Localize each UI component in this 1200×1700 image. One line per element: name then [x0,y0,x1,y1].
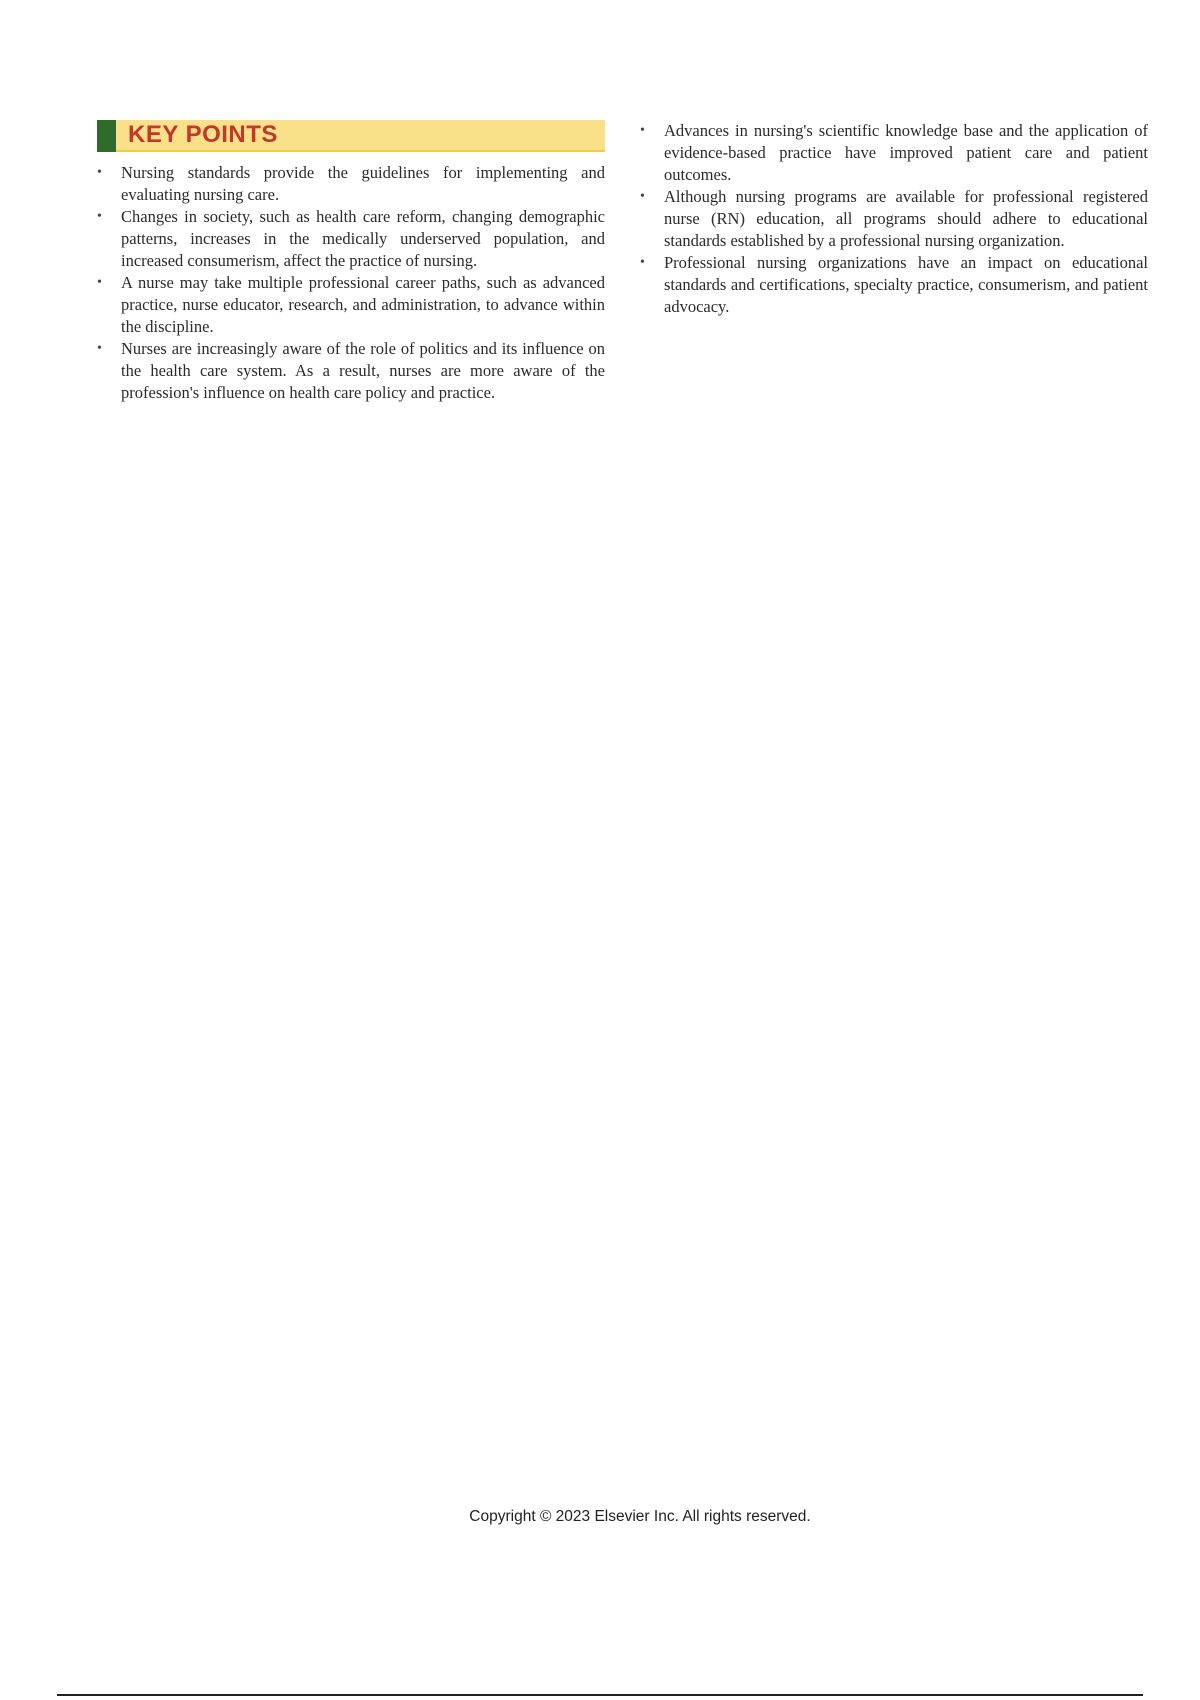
key-point-item [640,120,1148,186]
bullet-icon: • [640,123,645,138]
key-point-item [97,162,605,206]
bullet-icon: • [640,255,645,270]
key-points-header [97,120,605,152]
bullet-icon: • [640,189,645,204]
key-point-text: Professional nursing organizations have an impact on educational standards and certifications, specialty practice, consumerism, and patient advocacy. [664,253,1148,316]
key-point-text: A nurse may take multiple professional career paths, such as advanced practice, nurse educator, research, and administration, to advance within the discipline. [121,273,605,336]
bullet-icon: • [97,275,102,290]
key-point-text: Nursing standards provide the guidelines for implementing and evaluating nursing care. [121,163,605,204]
bullet-icon: • [97,209,102,224]
key-points-list-left [97,162,605,404]
key-points-right-column [640,120,1148,318]
key-point-item [97,272,605,338]
key-point-text: Although nursing programs are available for professional registered nurse (RN) education, all programs should adhere to educational standards established by a professional nursing organization. [664,187,1148,250]
bullet-icon: • [97,341,102,356]
key-points-title-banner [116,120,605,152]
key-point-item [640,252,1148,318]
key-points-title: KEY POINTS [128,121,278,148]
key-point-text: Advances in nursing's scientific knowledge base and the application of evidence-based practice have improved patient care and patient outcomes. [664,121,1148,184]
key-points-list-right [640,120,1148,318]
key-point-text: Changes in society, such as health care reform, changing demographic patterns, increases in the medically underserved population, and increased consumerism, affect the practice of nursing. [121,207,605,270]
key-point-item [97,206,605,272]
page-bottom-divider [57,1694,1143,1696]
key-point-item [640,186,1148,252]
key-point-text: Nurses are increasingly aware of the role of politics and its influence on the health care system. As a result, nurses are more aware of the profession's influence on health care policy and practice. [121,339,605,402]
key-point-item [97,338,605,404]
key-points-accent-bar [97,120,116,152]
bullet-icon: • [97,165,102,180]
copyright-notice: Copyright © 2023 Elsevier Inc. All rights reserved. [469,1508,811,1525]
key-points-left-column [97,120,605,404]
